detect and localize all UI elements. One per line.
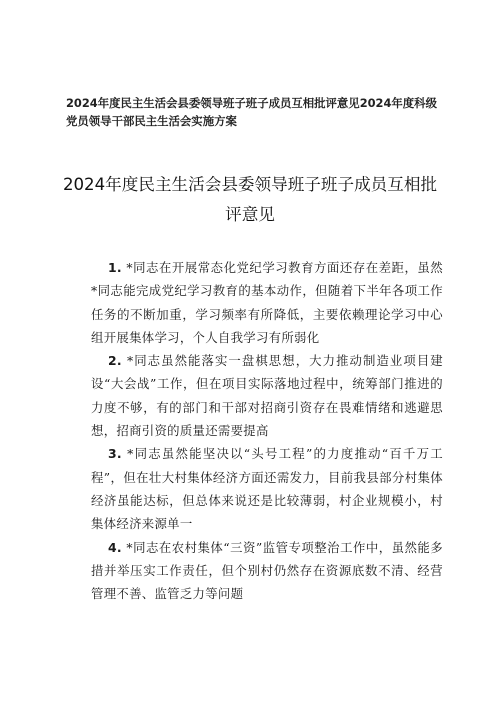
paragraph-number: 3.	[108, 446, 122, 462]
paragraph-text: *同志在开展常态化党纪学习教育方面还存在差距，虽然*同志能完成党纪学习教育的基本动作，但随着下半年各项工作任务的不断加重，学习频率有所降低，主要依赖理论学习中心组开展集体学习，个人自我学习有所弱化	[91, 260, 443, 345]
header-title: 2024年度民主生活会县委领导班子班子成员互相批评意见2024年度科级党员领导干部民主生活会实施方案	[66, 96, 437, 128]
paragraph-text: *同志在农村集体“三资”监管专项整治工作中，虽然能多措并举压实工作责任，但个别村仍然存在资源底数不清、经营管理不善、监管乏力等问题	[91, 539, 443, 602]
document-title: 2024年度民主生活会县委领导班子班子成员互相批评意见	[62, 175, 438, 224]
paragraph-text: *同志虽然能落实一盘棋思想，大力推动制造业项目建设“大会战”工作，但在项目实际落地过程中，统筹部门推进的力度不够，有的部门和干部对招商引资存在畏难情绪和逃避思想，招商引资的质量还需要提高	[91, 353, 443, 439]
paragraph-number: 1.	[108, 260, 122, 275]
document-body	[91, 256, 443, 605]
paragraph-text: *同志虽然能坚决以“头号工程”的力度推动“百千万工程”，但在壮大村集体经济方面还需发力，目前我县部分村集体经济虽能达标，但总体来说还是比较薄弱，村企业规模小，村集体经济来源单一	[91, 446, 443, 532]
paragraph-1	[91, 256, 443, 349]
paragraph-3	[91, 442, 443, 535]
paragraph-2	[91, 349, 443, 442]
paragraph-number: 4.	[108, 539, 122, 555]
paragraph-4	[91, 536, 443, 606]
paragraph-number: 2.	[108, 353, 122, 369]
